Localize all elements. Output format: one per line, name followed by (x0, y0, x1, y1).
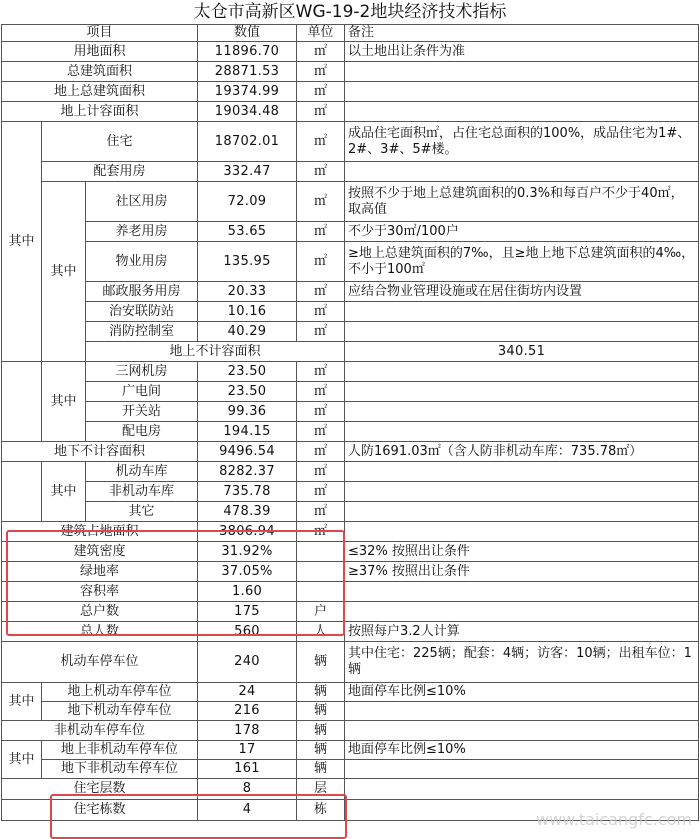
table-row (2, 302, 699, 322)
row-note: 地面停车比例≤10% (345, 741, 699, 760)
row-value: 135.95 (198, 242, 297, 282)
row-unit: ㎡ (297, 42, 345, 62)
table-row (2, 382, 699, 402)
row-unit: 栋 (297, 800, 345, 821)
row-label: 地下不计容面积 (2, 442, 198, 462)
table-row (2, 442, 699, 462)
row-unit: 辆 (297, 642, 345, 683)
table-row (2, 642, 699, 683)
row-label: 地下非机动车停车位 (42, 760, 198, 779)
row-value: 18702.01 (198, 122, 297, 162)
table-row (2, 482, 699, 502)
row-unit: ㎡ (297, 482, 345, 502)
row-label: 建筑密度 (2, 542, 198, 562)
row-value: 9496.54 (198, 442, 297, 462)
subgroup-label: 其中 (42, 462, 86, 522)
row-unit: 辆 (297, 683, 345, 702)
row-value: 19374.99 (198, 82, 297, 102)
row-label: 其它 (86, 502, 198, 522)
row-label: 邮政服务用房 (86, 282, 198, 302)
row-note: 其中住宅：225辆；配套：4辆；访客：10辆；出租车位：1辆 (345, 642, 699, 683)
table-row (2, 162, 699, 182)
row-value: 178 (198, 721, 297, 741)
header-value: 数值 (198, 25, 297, 42)
row-label: 治安联防站 (86, 302, 198, 322)
row-value: 560 (198, 622, 297, 642)
table-header-row (2, 25, 699, 42)
row-label: 总人数 (2, 622, 198, 642)
table-row (2, 102, 699, 122)
table-row (2, 42, 699, 62)
subgroup-label: 其中 (42, 182, 86, 362)
table-row (2, 322, 699, 342)
table-row (2, 702, 699, 721)
row-label: 养老用房 (86, 222, 198, 242)
watermark: www.taicangfc.com (536, 810, 692, 829)
row-value: 4 (198, 800, 297, 821)
row-label: 建筑占地面积 (2, 522, 198, 542)
table-row (2, 62, 699, 82)
row-value: 735.78 (198, 482, 297, 502)
row-value: 11896.70 (198, 42, 297, 62)
row-label: 三网机房 (86, 362, 198, 382)
row-value: 23.50 (198, 362, 297, 382)
table-row (2, 760, 699, 779)
row-label: 广电间 (86, 382, 198, 402)
row-unit: ㎡ (297, 222, 345, 242)
table-row (2, 741, 699, 760)
row-unit: ㎡ (297, 322, 345, 342)
row-value: 161 (198, 760, 297, 779)
row-value: 10.16 (198, 302, 297, 322)
row-unit: 人 (297, 622, 345, 642)
row-value: 478.39 (198, 502, 297, 522)
table-row (2, 122, 699, 162)
table-row (2, 422, 699, 442)
row-label: 住宅层数 (2, 779, 198, 800)
row-value: 332.47 (198, 162, 297, 182)
row-unit: ㎡ (297, 382, 345, 402)
row-value: 31.92% (198, 542, 297, 562)
row-value: 194.15 (198, 422, 297, 442)
row-label: 容积率 (2, 582, 198, 602)
row-unit: 辆 (297, 741, 345, 760)
table-row (2, 582, 699, 602)
row-value: 1.60 (198, 582, 297, 602)
row-label: 非机动车停车位 (2, 721, 198, 741)
row-value: 40.29 (198, 322, 297, 342)
table-row (2, 502, 699, 522)
row-label: 物业用房 (86, 242, 198, 282)
row-label: 配套用房 (42, 162, 198, 182)
table-row (2, 602, 699, 622)
row-value: 19034.48 (198, 102, 297, 122)
row-value: 53.65 (198, 222, 297, 242)
row-note: 以土地出让条件为准 (345, 42, 699, 62)
row-unit: ㎡ (297, 62, 345, 82)
row-label: 非机动车库 (86, 482, 198, 502)
row-label: 机动车停车位 (2, 642, 198, 683)
row-value: 24 (198, 683, 297, 702)
row-unit: ㎡ (297, 502, 345, 522)
row-note: ≥37% 按照出让条件 (345, 562, 699, 582)
table-row (2, 462, 699, 482)
row-value: 37.05% (198, 562, 297, 582)
row-note: 按照每户3.2人计算 (345, 622, 699, 642)
table-row (2, 683, 699, 702)
table-row (2, 562, 699, 582)
table-row (2, 362, 699, 382)
row-note: ≥地上总建筑面积的7‰，且≥地上地下总建筑面积的4‰，不小于100㎡ (345, 242, 699, 282)
table-row (2, 542, 699, 562)
row-unit: ㎡ (297, 162, 345, 182)
row-unit: ㎡ (297, 442, 345, 462)
subgroup-label: 其中 (42, 362, 86, 442)
row-value: 17 (198, 741, 297, 760)
table-row (2, 721, 699, 741)
row-unit: ㎡ (297, 82, 345, 102)
row-label: 住宅 (42, 122, 198, 162)
row-label: 消防控制室 (86, 322, 198, 342)
group-label: 其中 (2, 741, 42, 779)
table-row (2, 242, 699, 282)
header-unit: 单位 (297, 25, 345, 42)
row-unit: 辆 (297, 760, 345, 779)
row-label: 地上非机动车停车位 (42, 741, 198, 760)
page-title: 太仓市高新区WG-19-2地块经济技术指标 (193, 2, 507, 22)
table-row (2, 779, 699, 800)
row-label: 用地面积 (2, 42, 198, 62)
row-unit: ㎡ (297, 422, 345, 442)
table-row (2, 282, 699, 302)
row-unit: 户 (297, 602, 345, 622)
table-row (2, 82, 699, 102)
row-label: 地上不计容面积 (86, 342, 345, 362)
row-value: 99.36 (198, 402, 297, 422)
table-row (2, 342, 699, 362)
table-row (2, 522, 699, 542)
row-unit: ㎡ (297, 122, 345, 162)
row-unit: ㎡ (297, 402, 345, 422)
row-note: 不少于30㎡/100户 (345, 222, 699, 242)
row-unit: ㎡ (297, 282, 345, 302)
row-label: 开关站 (86, 402, 198, 422)
row-label: 社区用房 (86, 182, 198, 222)
row-label: 总建筑面积 (2, 62, 198, 82)
row-value: 240 (198, 642, 297, 683)
table-row (2, 622, 699, 642)
group-label: 其中 (2, 122, 42, 362)
row-value: 340.51 (345, 342, 699, 362)
row-value: 8 (198, 779, 297, 800)
row-value: 20.33 (198, 282, 297, 302)
row-label: 地下机动车停车位 (42, 702, 198, 721)
row-value: 3806.94 (198, 522, 297, 542)
table-row (2, 222, 699, 242)
row-unit: 辆 (297, 721, 345, 741)
row-unit: 层 (297, 779, 345, 800)
table-row (2, 182, 699, 222)
row-note: ≤32% 按照出让条件 (345, 542, 699, 562)
row-label: 绿地率 (2, 562, 198, 582)
row-value: 23.50 (198, 382, 297, 402)
header-note: 备注 (345, 25, 699, 42)
row-unit: 辆 (297, 702, 345, 721)
row-label: 总户数 (2, 602, 198, 622)
row-unit: ㎡ (297, 362, 345, 382)
indicator-table (1, 24, 699, 821)
table-row (2, 402, 699, 422)
row-label: 住宅栋数 (2, 800, 198, 821)
row-unit: ㎡ (297, 242, 345, 282)
row-value: 216 (198, 702, 297, 721)
row-value: 175 (198, 602, 297, 622)
row-note: 应结合物业管理设施或在居住街坊内设置 (345, 282, 699, 302)
row-unit: ㎡ (297, 102, 345, 122)
row-value: 28871.53 (198, 62, 297, 82)
row-label: 配电房 (86, 422, 198, 442)
row-note: 地面停车比例≤10% (345, 683, 699, 702)
row-label: 地上机动车停车位 (42, 683, 198, 702)
row-unit: ㎡ (297, 462, 345, 482)
row-unit: ㎡ (297, 522, 345, 542)
row-note: 按照不少于地上总建筑面积的0.3%和每百户不少于40㎡，取高值 (345, 182, 699, 222)
row-note: 人防1691.03㎡（含人防非机动车库：735.78㎡） (345, 442, 699, 462)
group-label: 其中 (2, 683, 42, 721)
row-value: 8282.37 (198, 462, 297, 482)
row-label: 地上总建筑面积 (2, 82, 198, 102)
row-note: 成品住宅面积㎡，占住宅总面积的100%，成品住宅为1#、2#、3#、5#楼。 (345, 122, 699, 162)
row-label: 地上计容面积 (2, 102, 198, 122)
row-label: 机动车库 (86, 462, 198, 482)
row-unit: ㎡ (297, 302, 345, 322)
row-unit: ㎡ (297, 182, 345, 222)
row-value: 72.09 (198, 182, 297, 222)
header-item: 项目 (2, 25, 198, 42)
